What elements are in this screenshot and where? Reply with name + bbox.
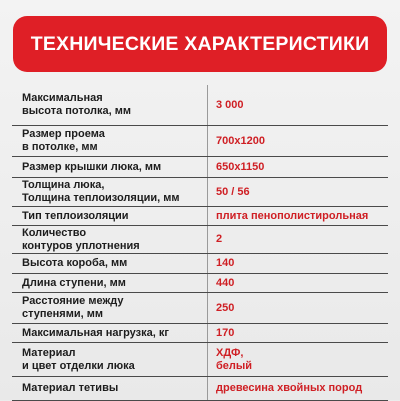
spec-label: Тип теплоизоляции <box>22 209 129 222</box>
spec-row-hatch-cover-size <box>12 157 388 178</box>
title-banner <box>13 16 387 72</box>
page-title: ТЕХНИЧЕСКИЕ ХАРАКТЕРИСТИКИ <box>30 32 370 55</box>
spec-row-stringer-material <box>12 377 388 401</box>
column-divider <box>207 293 208 323</box>
spec-value: 170 <box>216 326 235 339</box>
spec-table <box>12 85 388 401</box>
spec-value: 50 / 56 <box>216 185 250 198</box>
spec-value: 650x1150 <box>216 160 265 173</box>
column-divider <box>207 274 208 292</box>
spec-label: Длина ступени, мм <box>22 276 126 289</box>
spec-row-hatch-thickness <box>12 178 388 207</box>
spec-row-step-spacing <box>12 293 388 324</box>
spec-row-insulation-type <box>12 207 388 226</box>
spec-label: Размер проема в потолке, мм <box>22 128 105 153</box>
column-divider <box>207 343 208 376</box>
spec-value: 3 000 <box>216 98 244 111</box>
spec-value: 140 <box>216 257 235 269</box>
column-divider <box>207 85 208 125</box>
spec-row-hatch-material <box>12 343 388 377</box>
column-divider <box>207 207 208 225</box>
column-divider <box>207 324 208 342</box>
spec-value: 2 <box>216 233 223 245</box>
column-divider <box>207 254 208 273</box>
spec-value: 700x1200 <box>216 134 265 147</box>
spec-label: Толщина люка, Толщина теплоизоляции, мм <box>22 179 180 204</box>
spec-label: Материал тетивы <box>22 382 119 394</box>
spec-label: Высота короба, мм <box>22 257 128 269</box>
spec-row-max-load <box>12 324 388 343</box>
spec-value: 250 <box>216 301 235 314</box>
spec-row-ceiling-opening-size <box>12 126 388 157</box>
column-divider <box>207 178 208 206</box>
spec-row-max-ceiling-height <box>12 85 388 126</box>
column-divider <box>207 157 208 177</box>
spec-value: ХДФ, белый <box>216 346 253 372</box>
column-divider <box>207 226 208 253</box>
spec-value: плита пенополистирольная <box>216 209 369 222</box>
spec-label: Максимальная высота потолка, мм <box>22 92 132 117</box>
column-divider <box>207 126 208 156</box>
spec-label: Количество контуров уплотнения <box>22 226 140 252</box>
spec-value: 440 <box>216 276 235 289</box>
spec-row-seal-contours <box>12 226 388 254</box>
spec-row-box-height <box>12 254 388 274</box>
spec-label: Материал и цвет отделки люка <box>22 346 135 372</box>
spec-label: Расстояние между ступенями, мм <box>22 295 124 320</box>
spec-value: древесина хвойных пород <box>216 382 363 394</box>
spec-label: Максимальная нагрузка, кг <box>22 326 169 339</box>
spec-row-step-length <box>12 274 388 293</box>
column-divider <box>207 377 208 400</box>
spec-label: Размер крышки люка, мм <box>22 160 162 173</box>
